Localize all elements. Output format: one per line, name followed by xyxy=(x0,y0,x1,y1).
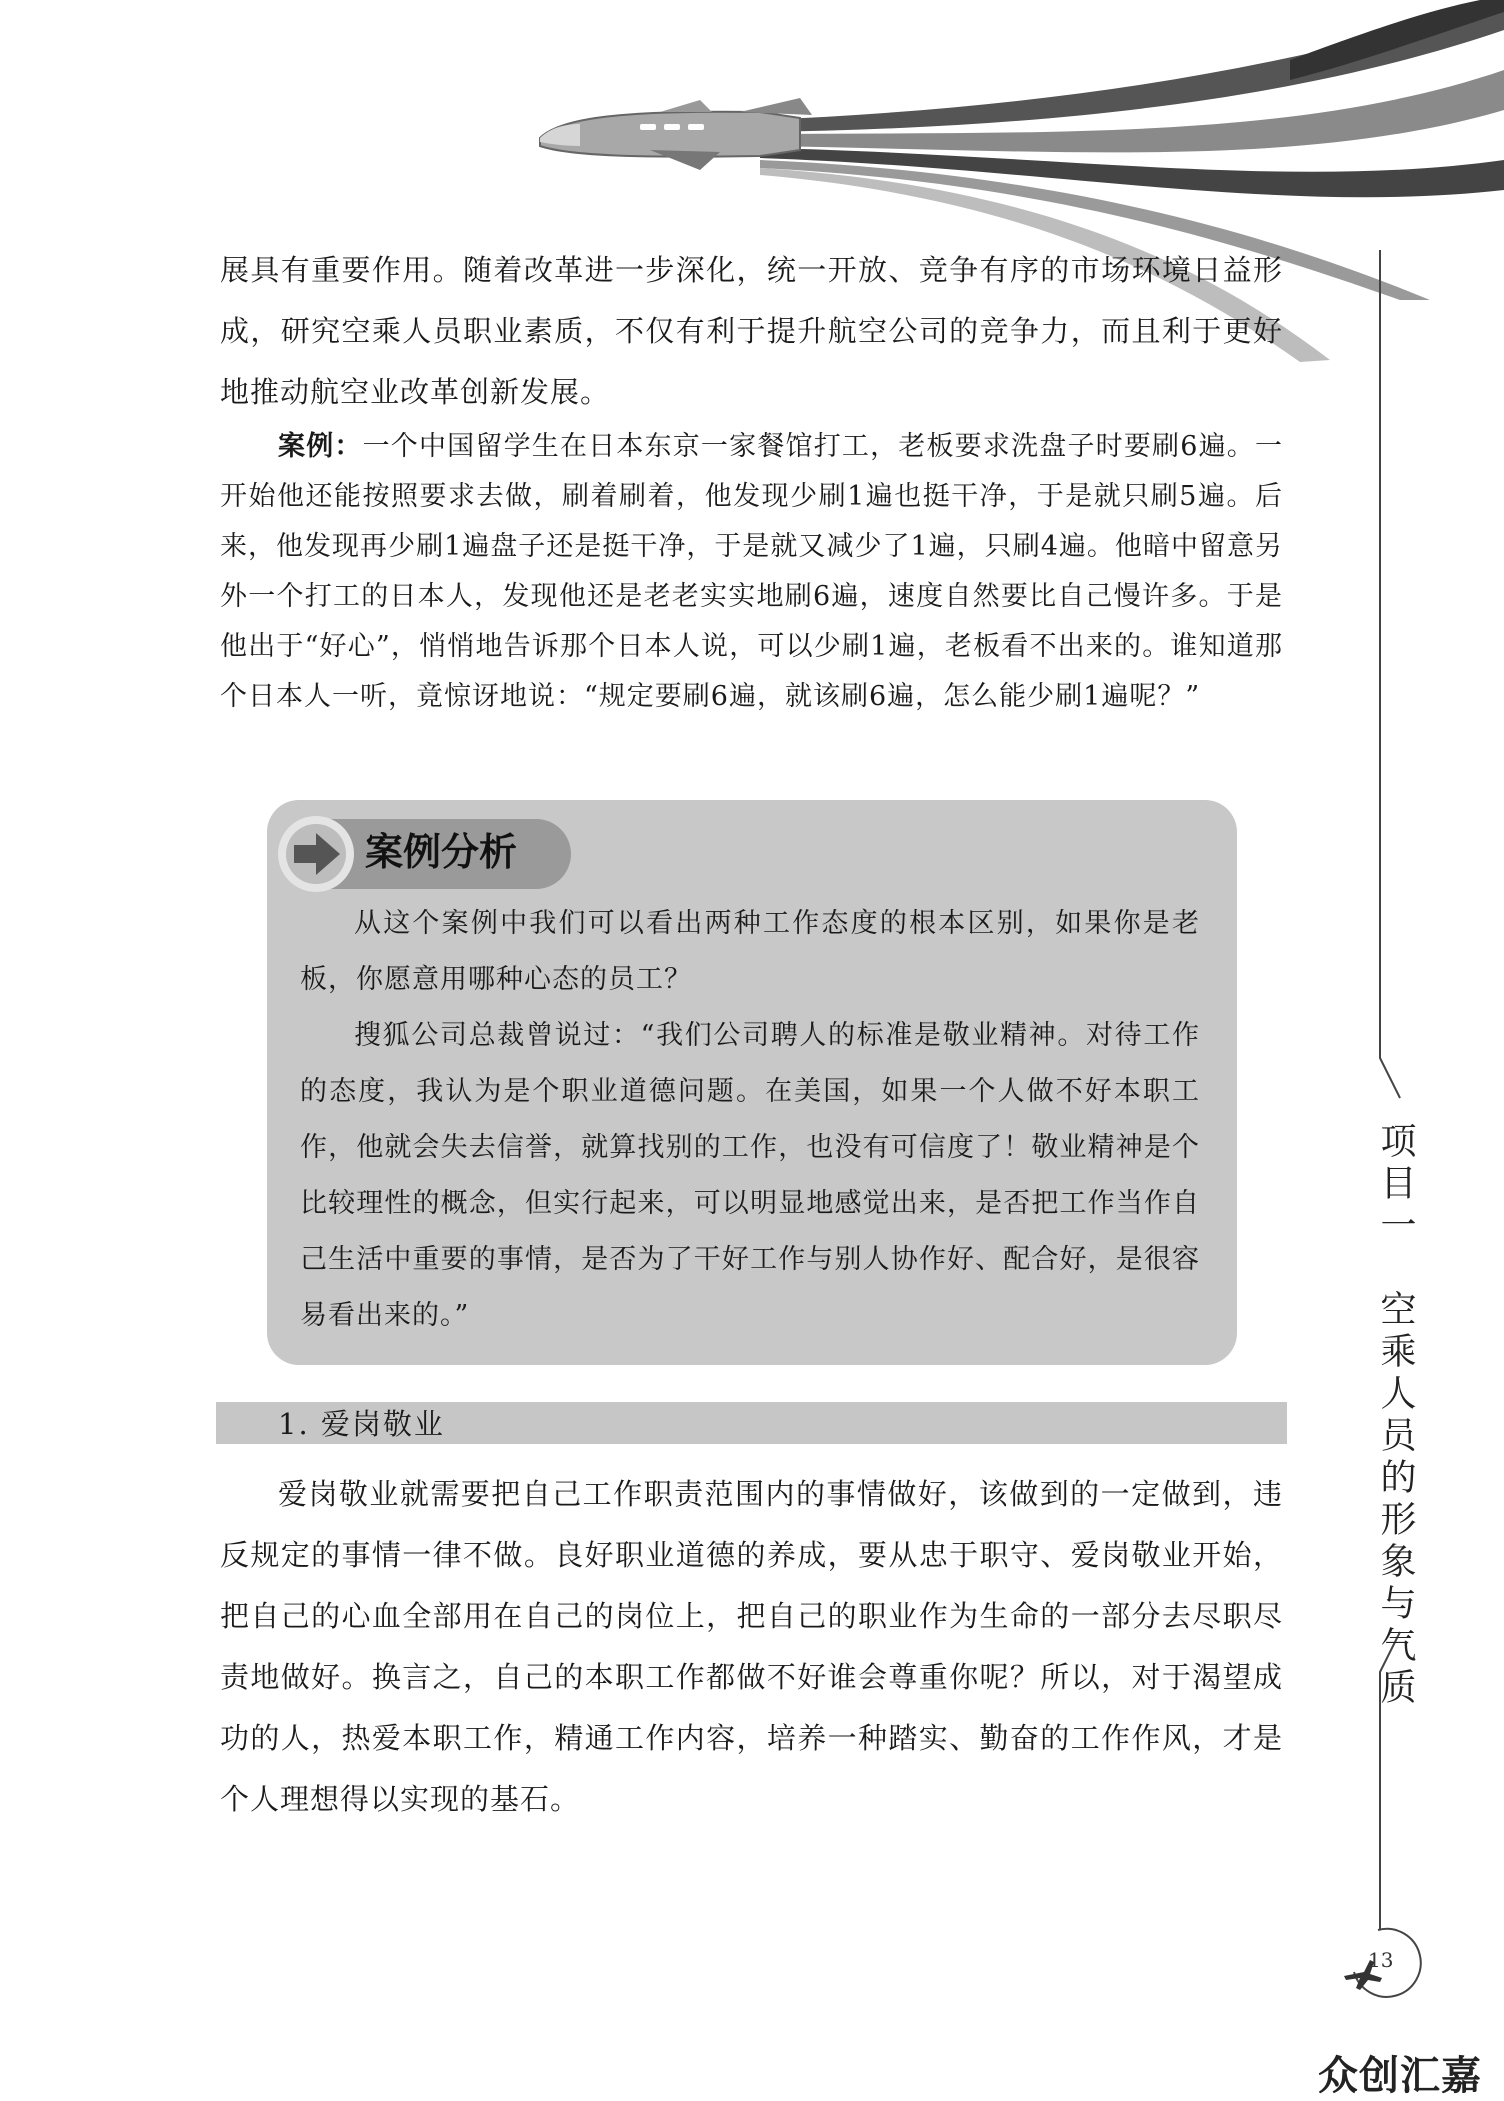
section-paragraph: 爱岗敬业就需要把自己工作职责范围内的事情做好，该做到的一定做到，违反规定的事情一律不做。良好职业道德的养成，要从忠于职守、爱岗敬业开始，把自己的心血全部用在自己的岗位上，把自己的职业作为生命的一部分去尽职尽责地做好。换言之，自己的本职工作都做不好谁会尊重你呢？所以，对于渴望成功的人，热爱本职工作，精通工作内容，培养一种踏实、勤奋的工作作风，才是个人理想得以实现的基石。 xyxy=(220,1477,1283,1816)
chapter-title-vertical: 项目一 空乘人员的形象与气质 xyxy=(1375,1122,1416,1710)
watermark-logo: 众创汇嘉 xyxy=(1318,2053,1482,2099)
page-number: 13 xyxy=(1368,1948,1394,1972)
case-paragraph xyxy=(220,422,1283,722)
case-text: 一个中国留学生在日本东京一家餐馆打工，老板要求洗盘子时要刷6遍。一开始他还能按照要求去做，刷着刷着，他发现少刷1遍也挺干净，于是就只刷5遍。后来，他发现再少刷1遍盘子还是挺干净，于是就又减少了1遍，只刷4遍。他暗中留意另外一个打工的日本人，发现他还是老老实实地刷6遍，速度自然要比自己慢许多。于是他出于“好心”，悄悄地告诉那个日本人说，可以少刷1遍，老板看不出来的。谁知道那个日本人一听，竟惊讶地说：“规定要刷6遍，就该刷6遍，怎么能少刷1遍呢？” xyxy=(220,431,1283,712)
airplane-icon xyxy=(540,98,812,170)
body-paragraph-intro: 展具有重要作用。随着改革进一步深化，统一开放、竞争有序的市场环境日益形成，研究空乘人员职业素质，不仅有利于提升航空公司的竞争力，而且利于更好地推动航空业改革创新发展。 xyxy=(220,253,1283,409)
case-lead: 案例： xyxy=(278,431,363,462)
analysis-paragraph-2: 搜狐公司总裁曾说过：“我们公司聘人的标准是敬业精神。对待工作的态度，我认为是个职业道德问题。在美国，如果一个人做不好本职工作，他就会失去信誉，就算找别的工作，也没有可信度了！敬业精神是个比较理性的概念，但实行起来，可以明显地感觉出来，是否把工作当作自己生活中重要的事情，是否为了干好工作与别人协作好、配合好，是很容易看出来的。” xyxy=(300,1020,1200,1331)
analysis-paragraph-1: 从这个案例中我们可以看出两种工作态度的根本区别，如果你是老板，你愿意用哪种心态的员工？ xyxy=(300,908,1200,995)
case-analysis-title: 案例分析 xyxy=(365,830,518,874)
section-heading: 1. 爱岗敬业 xyxy=(278,1407,445,1441)
margin-rule xyxy=(1370,0,1430,2094)
